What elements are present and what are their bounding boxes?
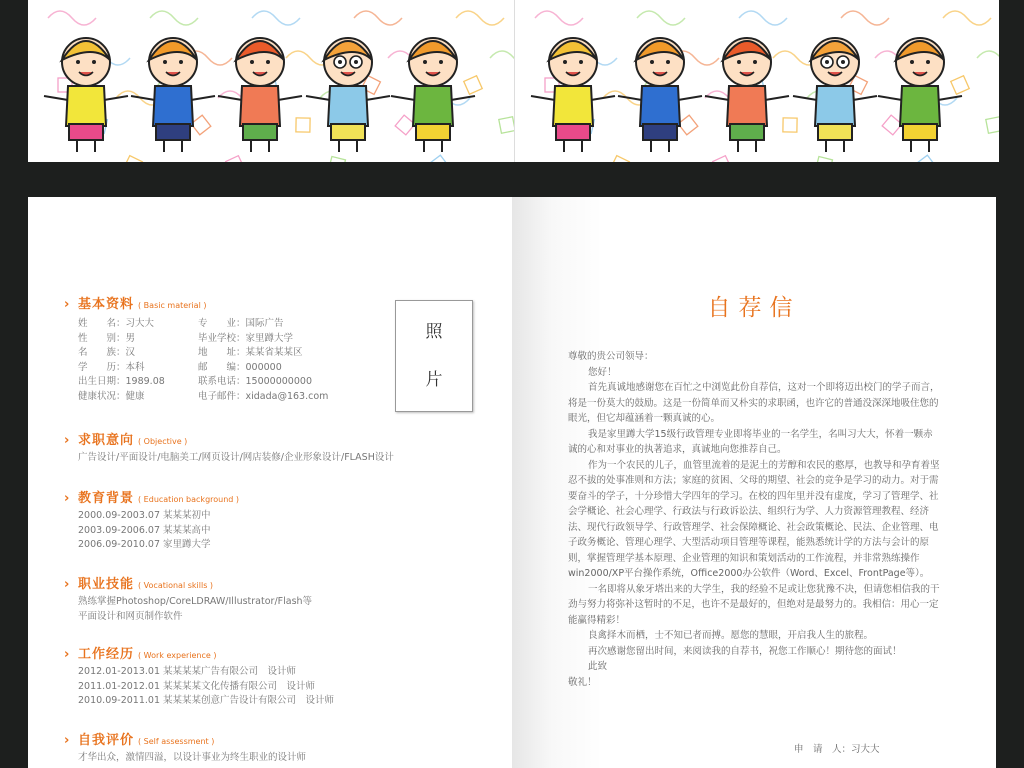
chevron-right-icon: › bbox=[64, 491, 70, 506]
info-left: 健康状况：健康 bbox=[78, 390, 145, 402]
section-objective bbox=[64, 429, 394, 466]
section-skills bbox=[64, 573, 312, 624]
info-row bbox=[78, 346, 328, 361]
letter-paragraph: 再次感谢您留出时间，来阅读我的自荐书，祝您工作顺心！期待您的面试！ bbox=[588, 645, 902, 657]
info-right: 电子邮件：xidada@163.com bbox=[198, 390, 329, 402]
section-body bbox=[64, 751, 306, 766]
section-body bbox=[64, 509, 239, 553]
info-right: 专 业：国际广告 bbox=[198, 318, 284, 329]
section-subtitle: ( Self assessment ) bbox=[138, 737, 215, 746]
text-line: 2006.09-2010.07 家里蹲大学 bbox=[78, 539, 211, 550]
text-line: 2000.09-2003.07 某某某初中 bbox=[78, 510, 211, 521]
chevron-right-icon: › bbox=[64, 733, 70, 748]
letter-paragraph: 一名即将从象牙塔出来的大学生，我的经验不足或让您犹豫不决，但请您相信我的干劲与努力将弥补这暂时的不足，也许不是最好的，但绝对是最努力的。我相信：用心一定能赢得精彩！ bbox=[568, 583, 940, 626]
text-line: 才华出众，激情四溢，以设计事业为终生职业的设计师 bbox=[78, 752, 307, 763]
chevron-right-icon: › bbox=[64, 577, 70, 592]
letter-paragraph: 此致 bbox=[588, 661, 608, 672]
section-subtitle: ( Basic material ) bbox=[138, 301, 207, 310]
info-row bbox=[78, 361, 328, 376]
section-self bbox=[64, 729, 306, 766]
section-subtitle: ( Objective ) bbox=[138, 437, 188, 446]
letter-paragraph: 我是家里蹲大学15级行政管理专业即将毕业的一名学生，名叫习大大，怀着一颗赤诚的心和对事业的执著追求，真诚地向您推荐自己。 bbox=[568, 428, 933, 455]
text-line: 2010.09-2011.01 某某某某创意广告设计有限公司 设计师 bbox=[78, 695, 335, 706]
photo-placeholder bbox=[395, 300, 473, 412]
letter-paragraph: 良禽择木而栖，士不知已者而搏。愿您的慧眼，开启我人生的旅程。 bbox=[588, 630, 874, 641]
letter-paragraph: 作为一个农民的儿子，血管里流着的是泥土的芳醇和农民的憨厚，也教导和孕育着坚忍不拔的处事准则和方法；家庭的贫困、父母的期望、社会的竞争是学习的动力。对于需要奋斗的学子，十分珍惜大学四年的学习。在校的四年里并没有虚度，学习了管理学、社会学概论、社会心理学、行政法与行政诉讼法、组织行为学、人力资源管理教程、经济法、现代行政领导学、行政管理学、社会保障概论、社会政策概论、民法、企业管理、电子政务概论、管理心理学、大型活动项目管理等课程，能熟悉统计学的方法与会计的原则，掌握管理学基本原理、企业管理的知识和策划活动的工作流程，并非常熟练操作win2000/XP平台操作系统，Office2000办公软件（Word、Excel、FrontPage等）。 bbox=[568, 459, 940, 579]
cover-right bbox=[514, 0, 999, 162]
section-basic bbox=[64, 293, 328, 405]
letter-paragraph: 首先真诚地感谢您在百忙之中浏览此份自荐信，这对一个即将迈出校门的学子而言，将是一份莫大的鼓励。这是一份简单而又朴实的求职函，也许它的普通没深深地吸住您的眼光，但它却蕴涵着一颗真诚的心。 bbox=[568, 382, 940, 424]
text-line: 2011.01-2012.01 某某某某文化传播有限公司 设计师 bbox=[78, 680, 316, 692]
cover-letter-page bbox=[512, 197, 996, 768]
section-subtitle: ( Education background ) bbox=[138, 495, 240, 504]
text-line: 熟练掌握Photoshop/CoreLDRAW/Illustrator/Flash等 bbox=[78, 596, 313, 607]
text-line: 平面设计和网页制作软件 bbox=[78, 610, 183, 622]
info-right: 地 址：某某省某某区 bbox=[198, 347, 303, 359]
section-title: 教育背景 bbox=[78, 491, 135, 506]
section-title: 基本资料 bbox=[78, 297, 135, 312]
section-work bbox=[64, 643, 334, 709]
info-right: 邮 编：000000 bbox=[198, 361, 282, 373]
info-left: 性 别：男 bbox=[78, 332, 136, 344]
photo-label: 片 bbox=[425, 370, 443, 390]
letter-closing: 敬礼！ bbox=[568, 676, 597, 688]
kids-illustration-right bbox=[515, 0, 999, 162]
info-row bbox=[78, 375, 328, 390]
info-row bbox=[78, 390, 328, 405]
letter-signature: 申 请 人：习大大 bbox=[794, 744, 880, 755]
section-subtitle: ( Vocational skills ) bbox=[138, 581, 214, 590]
cover-left bbox=[28, 0, 514, 162]
info-left: 名 族：汉 bbox=[78, 347, 136, 359]
chevron-right-icon: › bbox=[64, 297, 70, 312]
info-left: 出生日期：1989.08 bbox=[78, 376, 165, 388]
section-subtitle: ( Work experience ) bbox=[138, 651, 217, 660]
letter-hello: 您好！ bbox=[588, 366, 617, 378]
section-title: 工作经历 bbox=[78, 647, 135, 662]
info-right: 毕业学校：家里蹲大学 bbox=[198, 332, 294, 344]
kids-illustration-left bbox=[28, 0, 514, 162]
section-education bbox=[64, 487, 239, 553]
info-row bbox=[78, 332, 328, 347]
section-body bbox=[64, 595, 312, 624]
section-body bbox=[64, 451, 394, 466]
letter-greeting: 尊敬的贵公司领导： bbox=[568, 351, 654, 362]
info-left: 学 历：本科 bbox=[78, 361, 145, 373]
section-body bbox=[64, 665, 334, 709]
letter-body bbox=[568, 349, 942, 690]
text-line: 广告设计/平面设计/电脑美工/网页设计/网店装修/企业形象设计/FLASH设计 bbox=[78, 452, 394, 463]
resume-page bbox=[28, 197, 512, 768]
letter-title: 自荐信 bbox=[707, 295, 801, 321]
text-line: 2003.09-2006.07 某某某高中 bbox=[78, 524, 211, 536]
section-title: 职业技能 bbox=[78, 577, 135, 592]
section-title: 求职意向 bbox=[78, 433, 135, 448]
photo-label: 照 bbox=[425, 322, 443, 342]
info-right: 联系电话：15000000000 bbox=[198, 376, 312, 388]
info-row bbox=[78, 317, 328, 332]
chevron-right-icon: › bbox=[64, 647, 70, 662]
info-left: 姓 名：习大大 bbox=[78, 318, 155, 329]
chevron-right-icon: › bbox=[64, 433, 70, 448]
section-title: 自我评价 bbox=[78, 733, 135, 748]
basic-info-grid bbox=[64, 317, 328, 405]
text-line: 2012.01-2013.01 某某某某广告有限公司 设计师 bbox=[78, 666, 297, 677]
